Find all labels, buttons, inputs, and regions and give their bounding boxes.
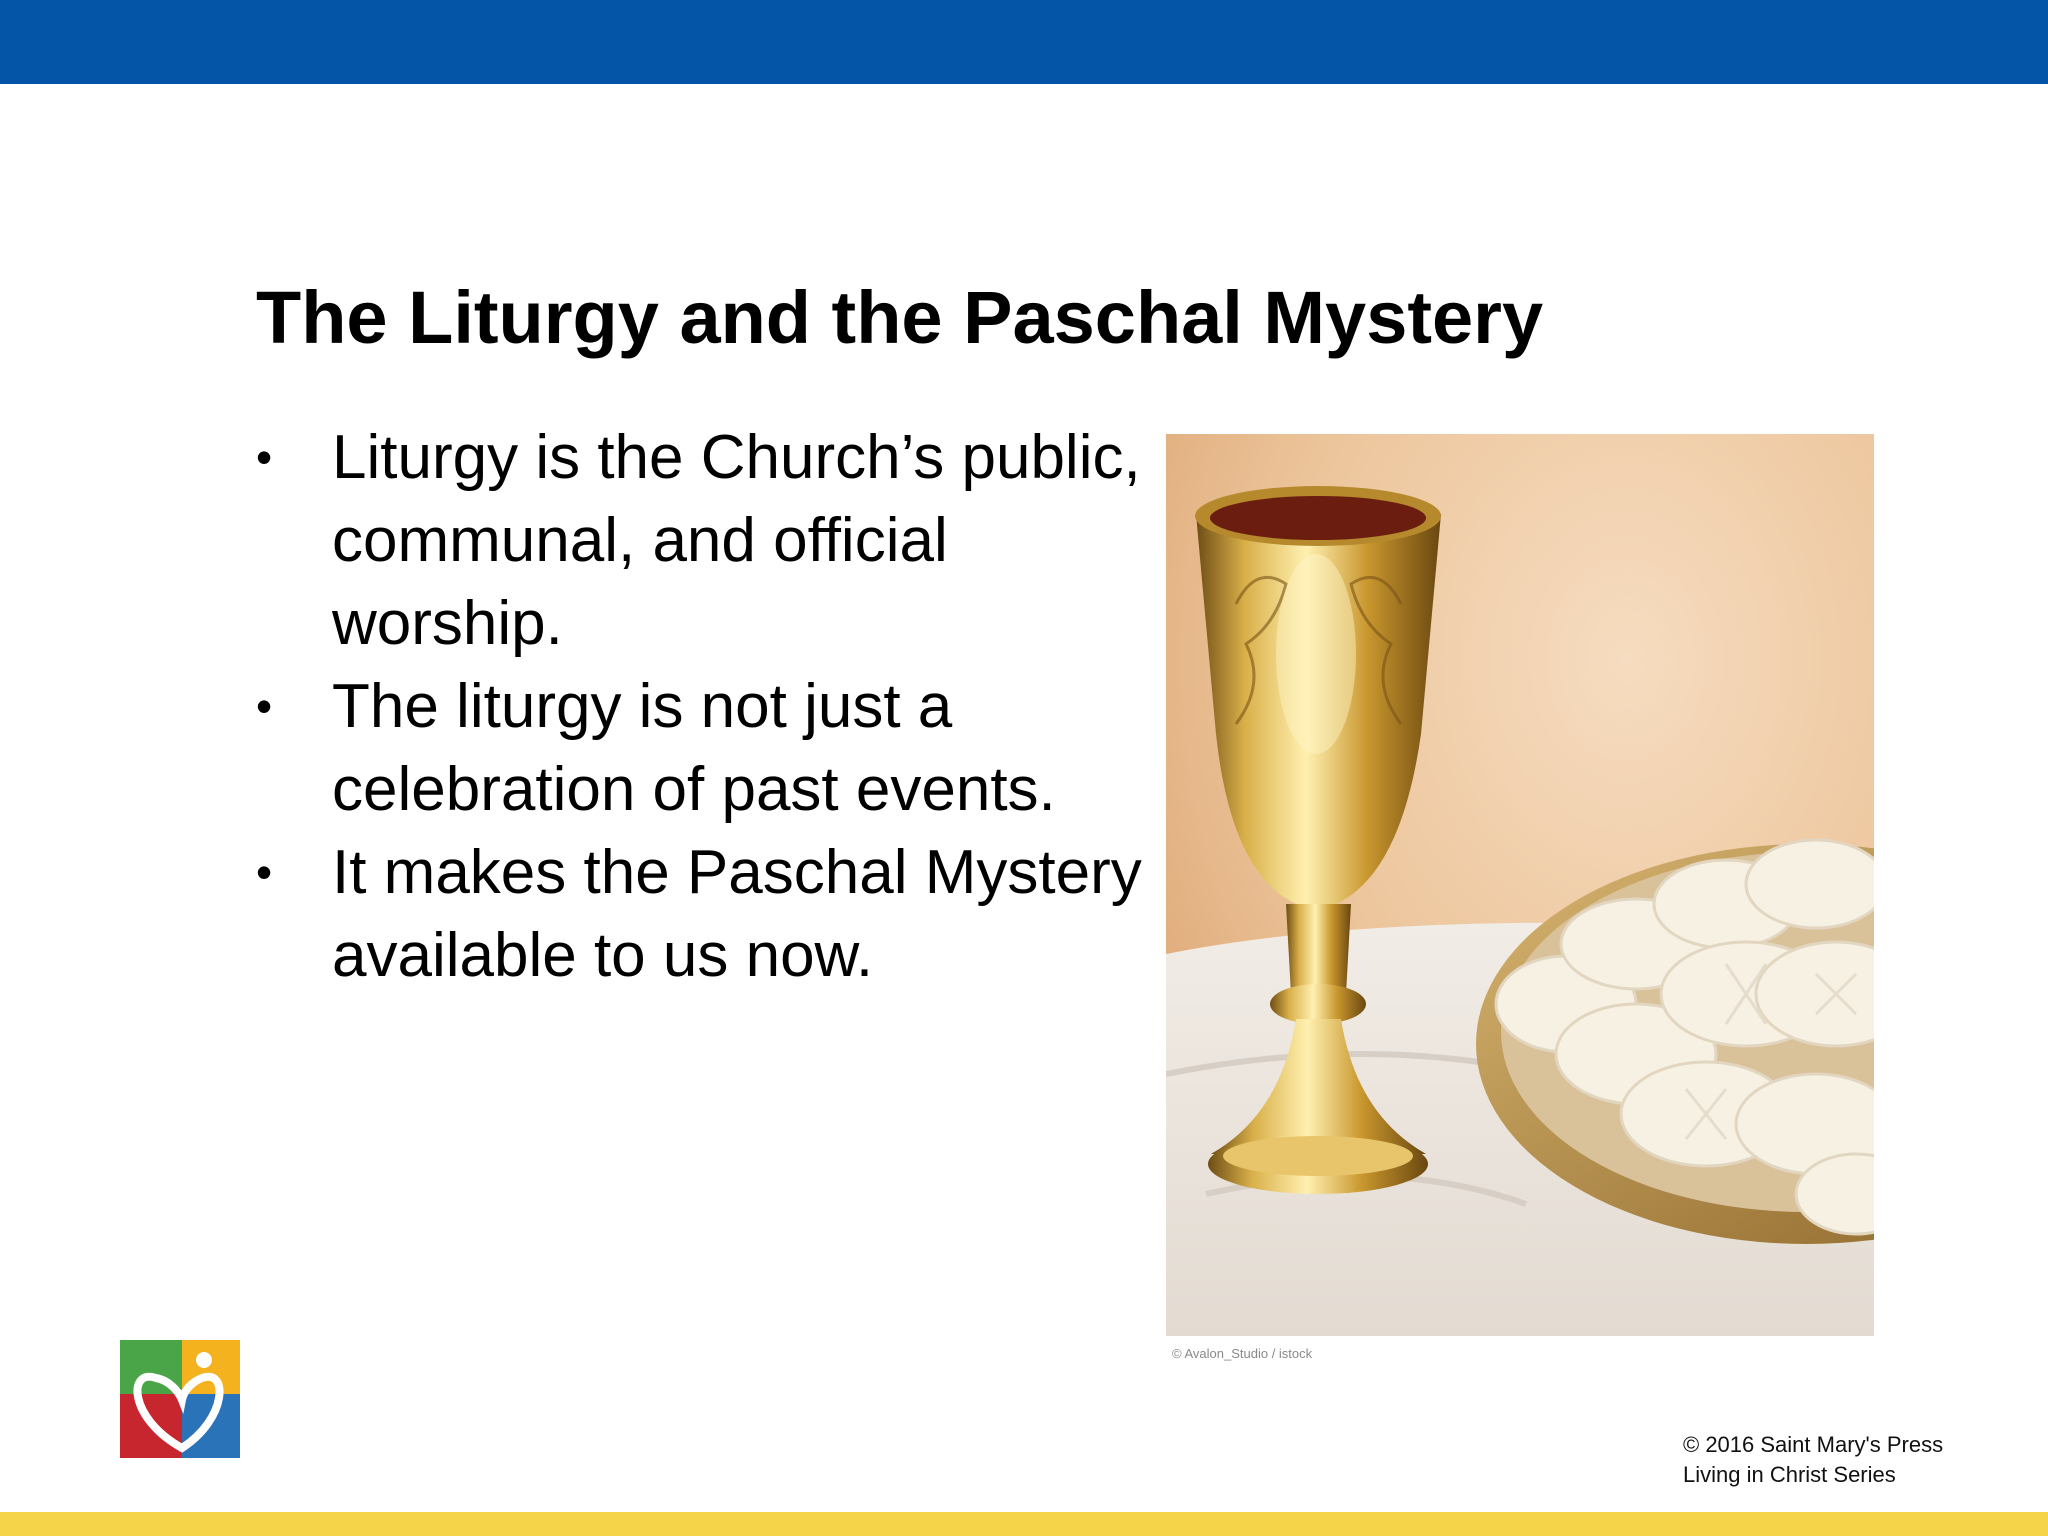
slide-title: The Liturgy and the Paschal Mystery <box>256 276 1544 359</box>
chalice-and-hosts-photo <box>1166 434 1874 1336</box>
bullet-dot: • <box>256 431 273 483</box>
photo-credit: © Avalon_Studio / istock <box>1172 1346 1313 1361</box>
bullet-item <box>256 831 1146 997</box>
series-line: Living in Christ Series <box>1683 1462 1896 1487</box>
bullet-text: Liturgy is the Church’s public, communal, and official worship. <box>332 423 1141 658</box>
bullet-text: It makes the Paschal Mystery available to us now. <box>332 838 1142 990</box>
copyright-line: © 2016 Saint Mary's Press <box>1683 1432 1944 1457</box>
bullet-item <box>256 665 1146 831</box>
bullet-text: The liturgy is not just a celebration of past events. <box>332 672 1056 824</box>
bullet-dot: • <box>256 846 273 898</box>
bullet-item <box>256 416 1146 665</box>
footer-copyright <box>1683 1430 1943 1490</box>
bullet-list <box>256 416 1146 997</box>
saint-marys-press-logo <box>118 1338 246 1496</box>
bottom-color-band <box>0 1512 2048 1536</box>
bullet-dot: • <box>256 680 273 732</box>
top-color-band <box>0 0 2048 84</box>
